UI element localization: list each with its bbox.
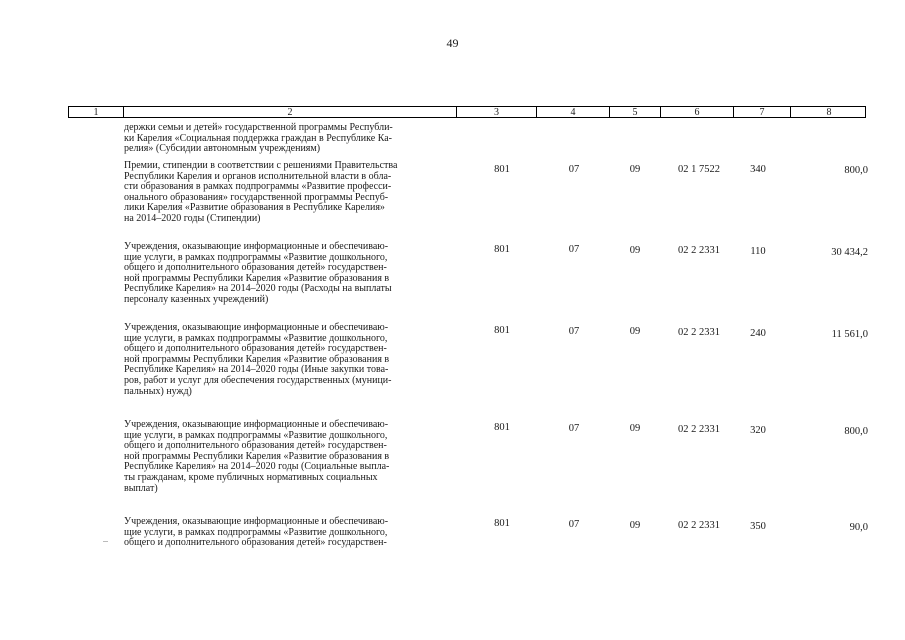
column-header-5: 5 — [610, 107, 661, 117]
row-description: Учреждения, оказывающие информационные и обеспечиваю- щие услуги, в рамках подпрограммы «Развитие дошкольного, общего и дополнительного образования детей» государствен- — [124, 516, 389, 549]
cell-col6: 02 1 7522 — [678, 164, 720, 175]
column-header-2: 2 — [124, 107, 457, 117]
cell-col4: 07 — [568, 244, 580, 255]
column-header-6: 6 — [661, 107, 734, 117]
table-header — [68, 106, 866, 118]
column-header-4: 4 — [537, 107, 610, 117]
row-description: Учреждения, оказывающие информационные и обеспечиваю- щие услуги, в рамках подпрограммы «Развитие дошкольного, общего и дополнительного образования детей» государствен- ной программы Республики Карелия «Развитие образования в Республике Карелия» на 2014–2020 годы (Расходы на выплаты персоналу казенных учреждений) — [124, 241, 392, 305]
cell-col8: 800,0 — [844, 426, 868, 437]
column-header-1: 1 — [69, 107, 124, 117]
cell-col4: 07 — [568, 326, 580, 337]
cell-col5: 09 — [629, 245, 641, 256]
page-number: 49 — [446, 36, 459, 50]
cell-col7: 240 — [750, 328, 766, 339]
cell-col8: 30 434,2 — [831, 247, 868, 258]
cell-col4: 07 — [568, 519, 580, 530]
cell-col5: 09 — [629, 326, 641, 337]
cell-col7: 350 — [750, 521, 766, 532]
cell-col8: 11 561,0 — [831, 329, 868, 340]
column-header-7: 7 — [734, 107, 791, 117]
cell-col5: 09 — [629, 164, 641, 175]
cell-col3: 801 — [494, 422, 510, 433]
cell-col8: 800,0 — [844, 165, 868, 176]
cell-col7: 340 — [750, 164, 766, 175]
cell-col5: 09 — [629, 423, 641, 434]
column-header-8: 8 — [826, 107, 832, 118]
cell-col3: 801 — [494, 164, 510, 175]
cell-col7: 110 — [750, 246, 766, 257]
cell-col7: 320 — [750, 425, 766, 436]
cell-col3: 801 — [494, 518, 510, 529]
cell-col6: 02 2 2331 — [678, 245, 720, 256]
cell-col6: 02 2 2331 — [678, 424, 720, 435]
cell-col6: 02 2 2331 — [678, 520, 720, 531]
cell-col4: 07 — [568, 423, 580, 434]
scan-artifact — [103, 541, 108, 542]
cell-col4: 07 — [568, 164, 580, 175]
row-description: держки семьи и детей» государственной программы Республи- ки Карелия «Социальная поддержка граждан в Республике Ка- релия» (Субсидии автономным учреждениям) — [124, 122, 393, 155]
row-description: Учреждения, оказывающие информационные и обеспечиваю- щие услуги, в рамках подпрограммы «Развитие дошкольного, общего и дополнительного образования детей» государствен- ной программы Республики Карелия «Развитие образования в Республике Карелия» на 2014–2020 годы (Социальные выпла- ты гражданам, кроме публичных нормативных социальных выплат) — [124, 419, 390, 494]
cell-col3: 801 — [494, 325, 510, 336]
cell-col5: 09 — [629, 520, 641, 531]
cell-col8: 90,0 — [849, 522, 868, 533]
cell-col6: 02 2 2331 — [678, 327, 720, 338]
cell-col3: 801 — [494, 244, 510, 255]
row-description: Учреждения, оказывающие информационные и обеспечиваю- щие услуги, в рамках подпрограммы «Развитие дошкольного, общего и дополнительного образования детей» государствен- ной программы Республики Карелия «Развитие образования в Республике Карелия» на 2014–2020 годы (Иные закупки това- ров, работ и услуг для обеспечения государственных (муници- пальных) нужд) — [124, 322, 392, 397]
row-description: Премии, стипендии в соответствии с решениями Правительства Республики Карелия и органов исполнительной власти в обла- сти образования в рамках подпрограммы «Развитие професси- онального образования» государственной программы Респуб- лики Карелия «Развитие образования в Республике Карелия» на 2014–2020 годы (Стипендии) — [124, 160, 398, 224]
column-header-3: 3 — [457, 107, 537, 117]
